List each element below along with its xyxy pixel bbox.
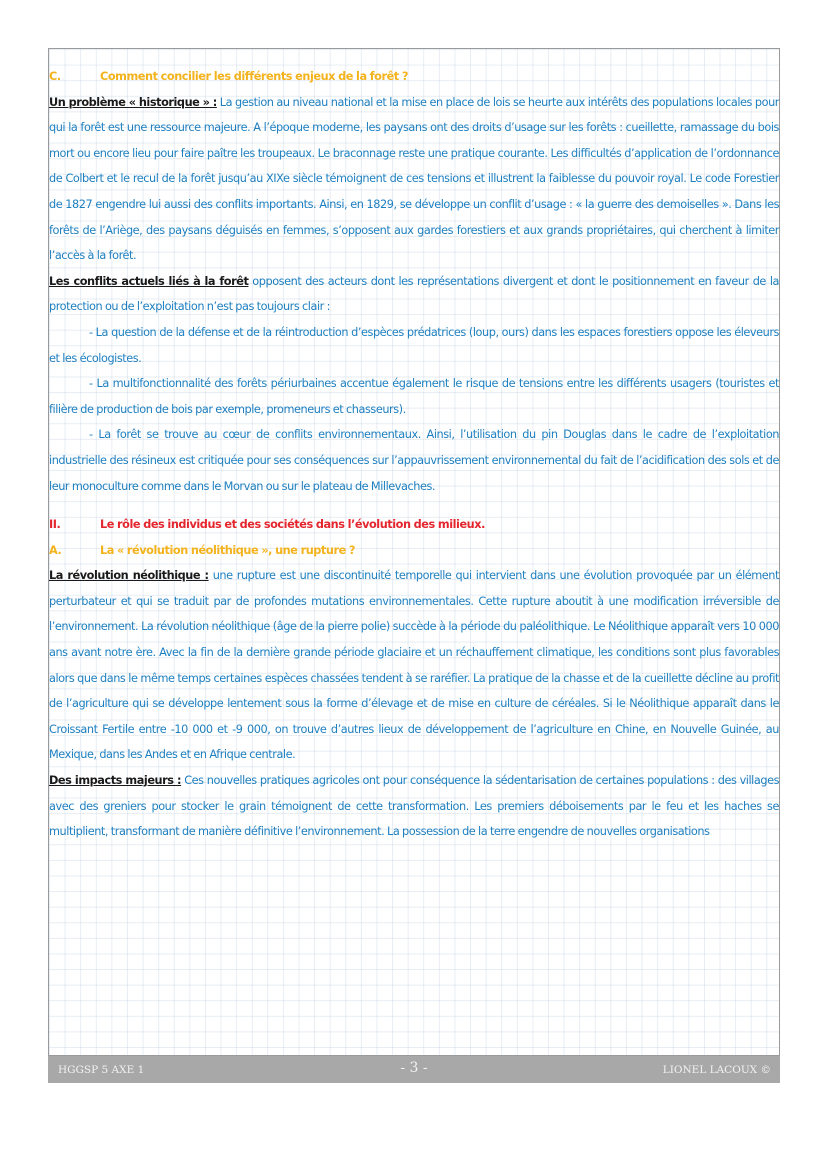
paragraph-revolution-lead: La révolution néolithique :	[49, 569, 209, 583]
footer-course-label: HGGSP 5 AXE 1	[58, 1064, 145, 1076]
paragraph-historique-lead: Un problème « historique » :	[49, 95, 217, 109]
paragraph-impacts-lead: Des impacts majeurs :	[49, 774, 182, 788]
section-ii-heading	[49, 512, 779, 538]
paragraph-conflits-lead: Les conflits actuels liés à la forêt	[49, 274, 249, 288]
section-c-title: Comment concilier les différents enjeux de la forêt ?	[100, 70, 408, 83]
paragraph-historique-text: La gestion au niveau national et la mise en place de lois se heurte aux intérêts des populations locales pour qui la forêt est une ressource majeure. A l’époque moderne, les paysans ont des droits d’usage sur les forêts : cueillette, ramassage du bois mort ou encore lieu pour faire paître les troupeaux. Le braconnage reste une pratique courante. Les difficultés d’application de l’ordonnance de Colbert et le recul de la forêt jusqu’au XIXe siècle témoignent de ces tensions et illustrent la faiblesse du pouvoir royal. Le code Forestier de 1827 engendre lui aussi des conflits importants. Ainsi, en 1829, se développe un conflit d’usage : « la guerre des demoiselles ». Dans les forêts de l’Ariège, des paysans déguisés en femmes, s’opposent aux gardes forestiers et aux grands propriétaires, qui cherchent à limiter l’accès à la forêt.	[49, 95, 779, 263]
paragraph-revolution-text: une rupture est une discontinuité temporelle qui intervient dans une évolution provoquée par un élément perturbateur et qui se traduit par de profondes mutations environnementales. Cette rupture aboutit à une modification irréversible de l’environnement. La révolution néolithique (âge de la pierre polie) succède à la période du paléolithique. Le Néolithique apparaît vers 10 000 ans avant notre ère. Avec la fin de la dernière grande période glaciaire et un réchauffement climatique, les conditions sont plus favorables alors que dans le même temps certaines espèces chassées tendent à se raréfier. La pratique de la chasse et de la cueillette décline au profit de l’agriculture qui se développe lentement sous la forme d’élevage et de mise en culture de céréales. Si le Néolithique apparaît dans le Croissant Fertile entre -10 000 et -9 000, on trouve d’autres lieux de développement de l’agriculture en Chine, en Nouvelle Guinée, au Mexique, dans les Andes et en Afrique centrale.	[49, 569, 779, 762]
paragraph-revolution	[49, 563, 779, 768]
document-body	[49, 64, 779, 845]
paragraph-impacts-text: Ces nouvelles pratiques agricoles ont pour conséquence la sédentarisation de certaines populations : des villages avec des greniers pour stocker le grain témoignent de cette transformation. Les premiers déboisements par le feu et les haches se multiplient, transformant de manière définitive l’environnement. La possession de la terre engendre de nouvelles organisations	[49, 774, 780, 839]
section-a-number: A.	[49, 543, 62, 557]
section-ii-title: Le rôle des individus et des sociétés dans l’évolution des milieux.	[100, 518, 485, 532]
section-ii-number: II.	[49, 518, 61, 532]
footer-author: LIONEL LACOUX ©	[662, 1064, 771, 1076]
paragraph-historique	[49, 90, 779, 269]
paragraph-impacts	[49, 768, 779, 845]
bullet-item: - La forêt se trouve au cœur de conflits environnementaux. Ainsi, l’utilisation du pin Douglas dans le cadre de l’exploitation industrielle des résineux est critiquée pour ses conséquences sur l’appauvrissement environnemental du fait de l’acidification des sols et de leur monoculture comme dans le Morvan ou sur le plateau de Millevaches.	[49, 428, 779, 493]
bullet-item: - La question de la défense et de la réintroduction d’espèces prédatrices (loup, ours) dans les espaces forestiers oppose les éleveurs et les écologistes.	[49, 325, 779, 365]
section-c-number: C.	[49, 70, 61, 83]
section-c-heading	[49, 64, 779, 90]
paragraph-conflits-text: opposent des acteurs dont les représentations divergent et dont le positionnement en faveur de la protection ou de l’exploitation n’est pas toujours clair :	[49, 274, 779, 314]
section-a-heading	[49, 538, 779, 564]
section-a-title: La « révolution néolithique », une rupture ?	[100, 543, 355, 557]
page-footer	[48, 1056, 780, 1083]
footer-page-number: - 3 -	[400, 1060, 428, 1076]
bullet-item: - La multifonctionnalité des forêts périurbaines accentue également le risque de tensions entre les différents usagers (touristes et filière de production de bois par exemple, promeneurs et chasseurs).	[49, 377, 779, 416]
paragraph-conflits	[49, 269, 779, 320]
